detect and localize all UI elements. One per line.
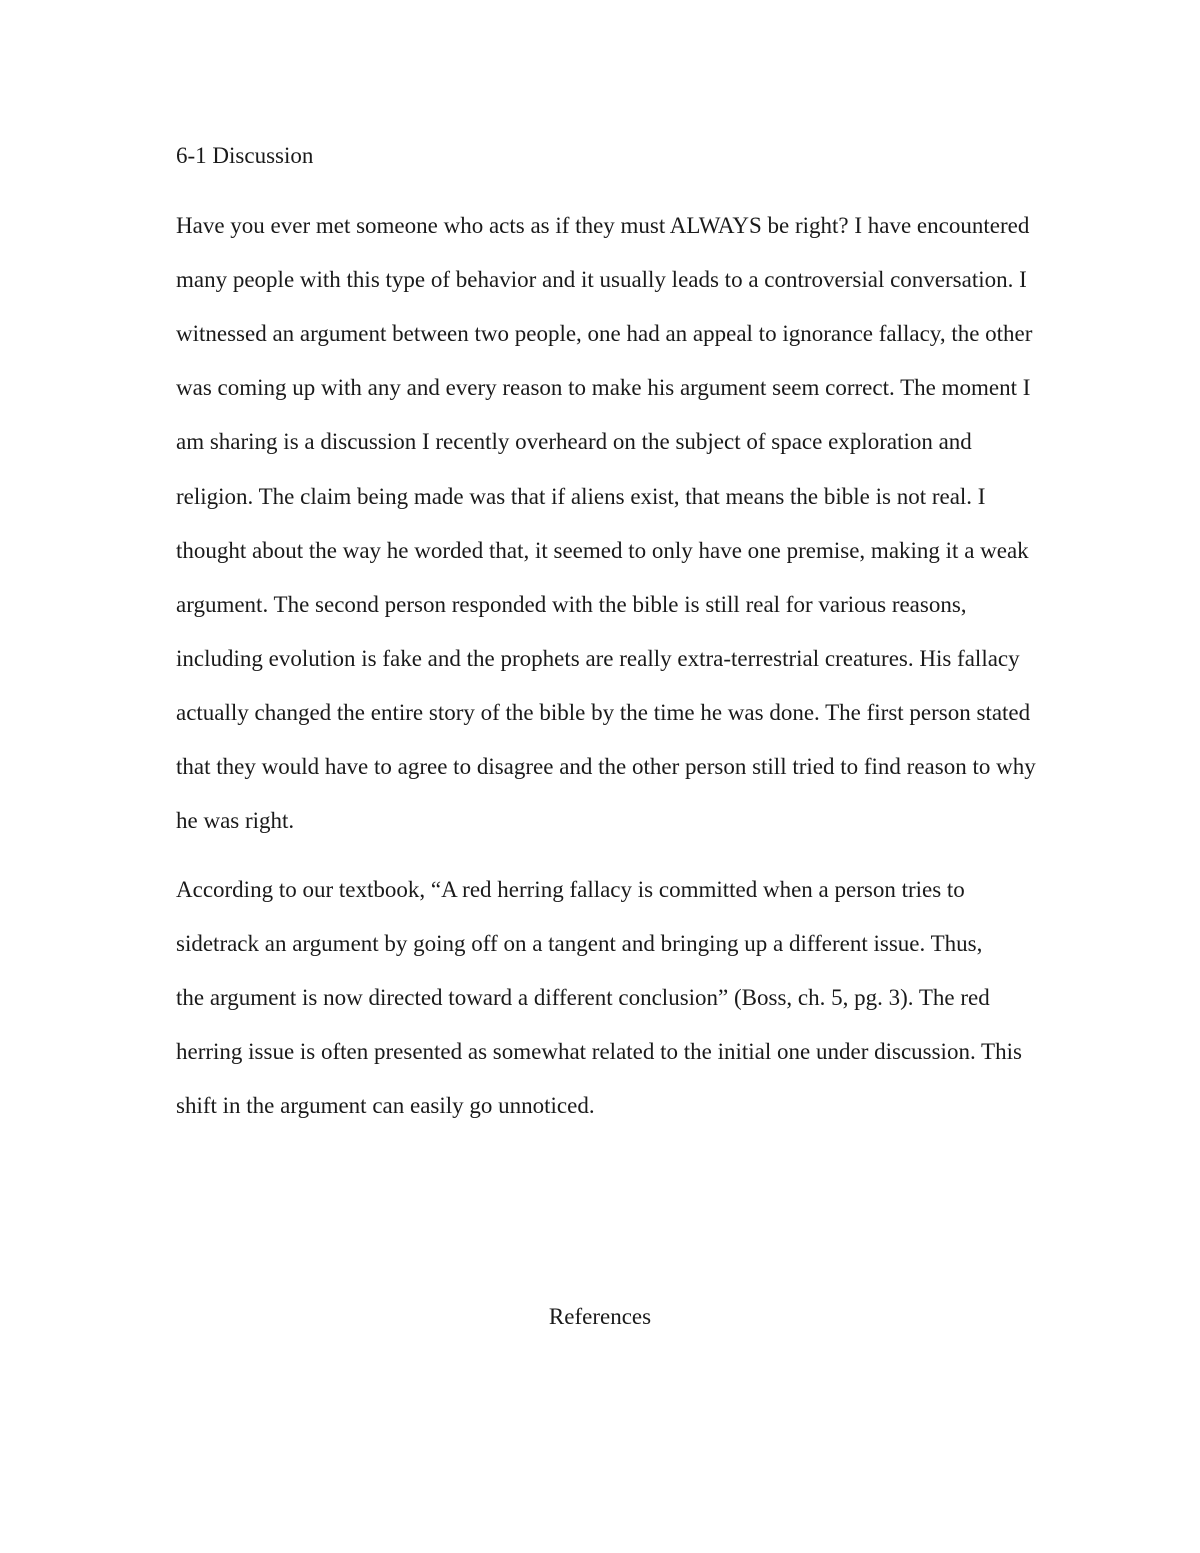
paragraph-line: shift in the argument can easily go unnoticed.	[176, 1093, 595, 1118]
paragraph-line: According to our textbook, “A red herring fallacy is committed when a person tries to	[176, 877, 965, 902]
paragraph-line: Have you ever met someone who acts as if they must ALWAYS be right? I have encountered	[176, 213, 1030, 238]
paragraph-line: witnessed an argument between two people, one had an appeal to ignorance fallacy, the other	[176, 321, 1033, 346]
paragraph-line: sidetrack an argument by going off on a tangent and bringing up a different issue. Thus,	[176, 931, 983, 956]
paragraph-line: thought about the way he worded that, it seemed to only have one premise, making it a weak	[176, 538, 1029, 563]
paragraph-line: argument. The second person responded with the bible is still real for various reasons,	[176, 592, 967, 617]
references-heading: References	[548, 1304, 652, 1329]
paragraph-line: he was right.	[176, 808, 295, 833]
document-title: 6-1 Discussion	[176, 143, 314, 168]
paragraph-line: including evolution is fake and the prophets are really extra-terrestrial creatures. His fallacy	[176, 646, 1020, 671]
paragraph-line: the argument is now directed toward a different conclusion” (Boss, ch. 5, pg. 3). The red	[176, 985, 990, 1010]
paragraph-line: that they would have to agree to disagree and the other person still tried to find reason to why	[176, 754, 1036, 779]
paragraph-line: herring issue is often presented as somewhat related to the initial one under discussion. This	[176, 1039, 1022, 1064]
paragraph-line: many people with this type of behavior and it usually leads to a controversial conversation. I	[176, 267, 1027, 292]
paragraph-line: was coming up with any and every reason to make his argument seem correct. The moment I	[176, 375, 1031, 400]
paragraph-line: religion. The claim being made was that if aliens exist, that means the bible is not real. I	[176, 484, 986, 509]
paragraph-line: actually changed the entire story of the bible by the time he was done. The first person stated	[176, 700, 1031, 725]
paragraph-line: am sharing is a discussion I recently overheard on the subject of space exploration and	[176, 429, 972, 454]
